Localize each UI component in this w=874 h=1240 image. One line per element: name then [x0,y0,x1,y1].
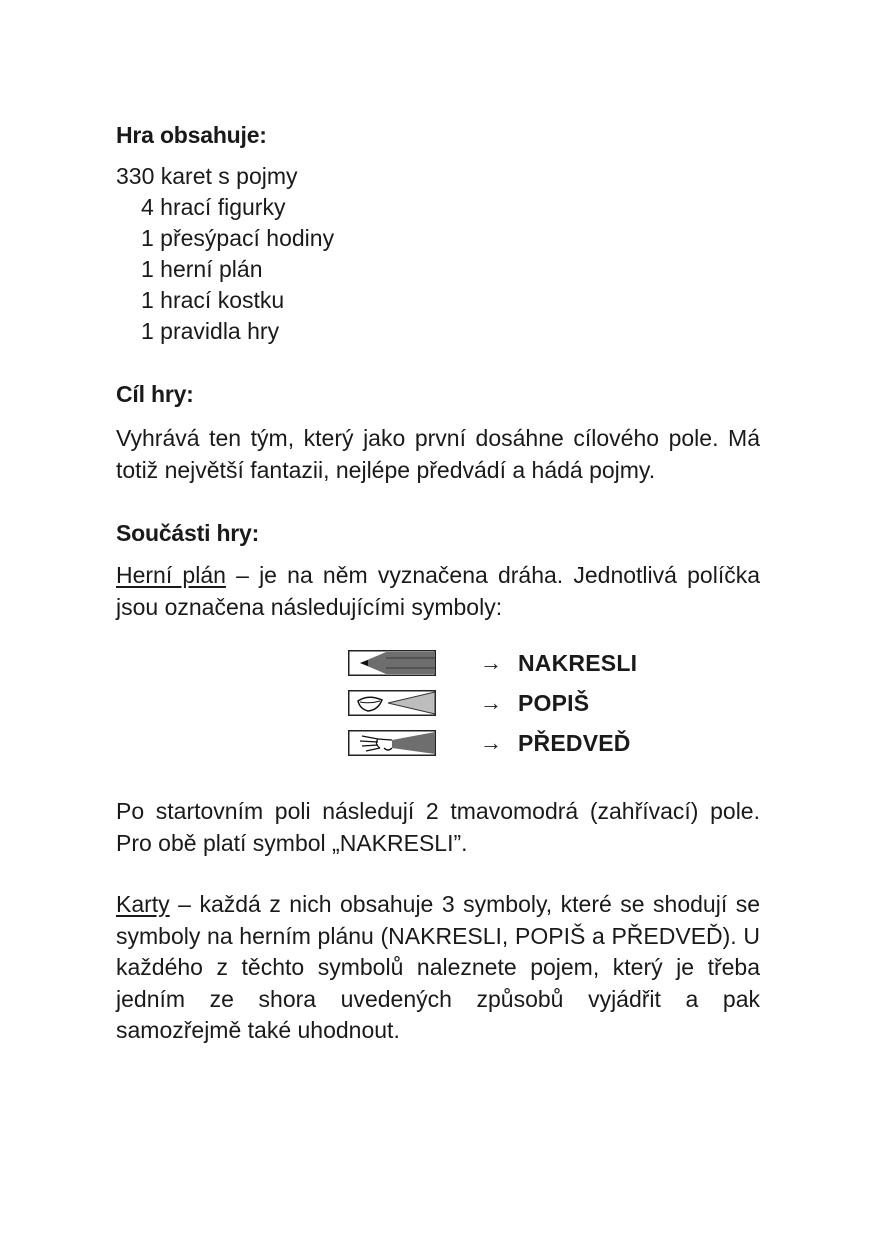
start-paragraph: Po startovním poli následují 2 tmavomodrá (zahřívací) pole. Pro obě platí symbol „NAKRESLI”. [116,798,760,856]
arrow-icon: → [480,650,502,675]
list-item: 1 hrací kostku [141,287,285,313]
list-item: 1 přesýpací hodiny [141,225,335,251]
list-item: 1 herní plán [141,256,263,282]
mouth-icon [348,690,436,716]
rules-page [116,118,760,1047]
goal-heading: Cíl hry: [116,381,194,407]
contents-list [116,161,760,347]
symbol-legend [348,643,760,763]
list-item: 1 pravidla hry [141,318,280,344]
symbol-row [348,723,760,763]
parts-heading: Součásti hry: [116,520,260,546]
arrow-icon: → [480,690,502,715]
symbol-row [348,643,760,683]
contents-heading: Hra obsahuje: [116,122,267,148]
goal-text: Vyhrává ten tým, který jako první dosáhne cílového pole. Má totiž největší fantazii, nejlépe předvádí a hádá pojmy. [116,425,760,483]
board-term: Herní plán [116,562,226,588]
list-item: 330 karet s pojmy [116,163,298,189]
symbol-label-describe: POPIŠ [518,689,590,716]
cards-term: Karty [116,891,170,917]
symbol-label-draw: NAKRESLI [518,649,638,676]
list-item: 4 hrací figurky [141,194,286,220]
symbol-row [348,683,760,723]
pencil-icon [348,650,436,676]
board-text: – je na něm vyznačena dráha. Jednotlivá políčka jsou označena následujícími symboly: [116,562,760,620]
hand-icon [348,730,436,756]
symbol-label-act: PŘEDVEĎ [518,729,631,756]
board-paragraph [116,560,760,623]
arrow-icon: → [480,730,502,755]
cards-paragraph [116,889,760,1047]
cards-text: – každá z nich obsahuje 3 symboly, které se shodují se symboly na herním plánu (NAKRESLI, POPIŠ a PŘEDVEĎ). U každého z těchto symbolů naleznete pojem, který je třeba jedním ze shora uvedených způsobů vyjádřit a pak samozřejmě také uhodnout. [116,891,760,1043]
